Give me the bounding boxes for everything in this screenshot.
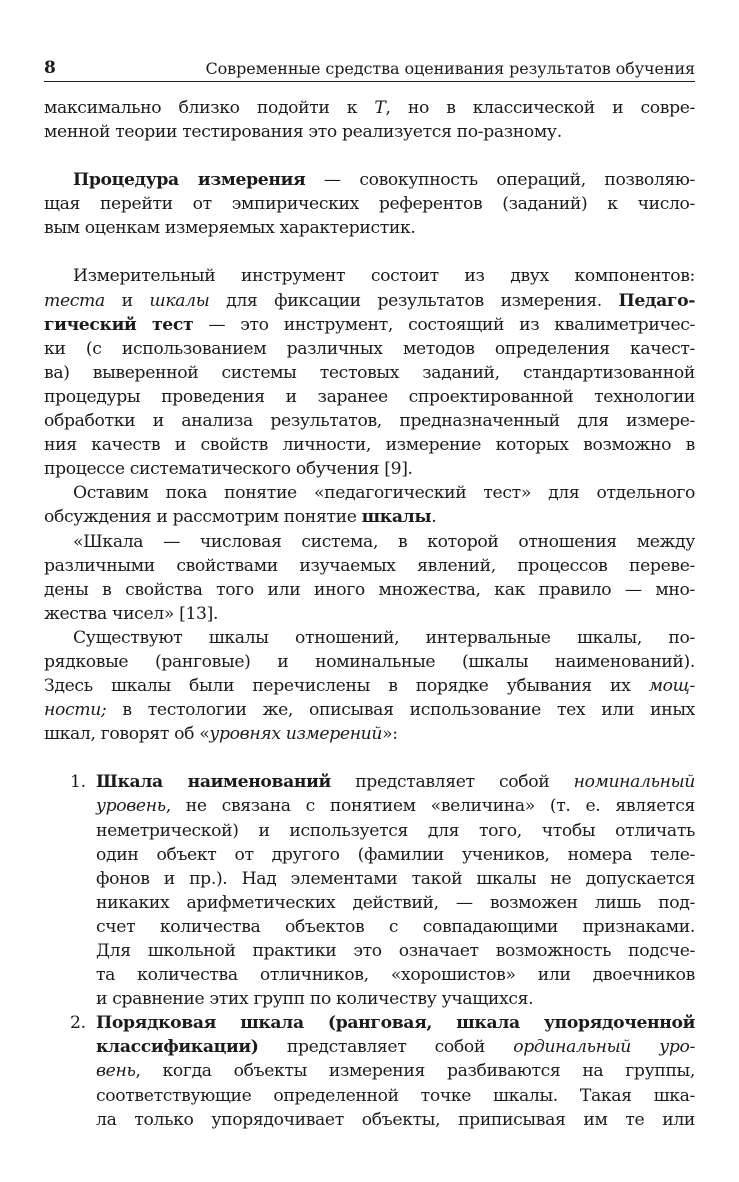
list-item-line: и сравнение этих групп по количеству учащихся. [96,989,534,1010]
text-line: жества чисел» [13]. [44,603,219,624]
text-line: «Шкала — числовая система, в которой отношения между [73,531,695,552]
text-line: ния качеств и свойств личности, измерение которых возможно в [44,435,695,456]
list-item-line: классификации) представляет собой ординальный уро- [96,1037,695,1058]
list-item-line: фонов и пр.). Над элементами такой шкалы не допускается [96,868,695,889]
list-item-line: уровень, не связана с понятием «величина» (т. е. является [96,796,695,817]
paragraph-gap [44,240,695,264]
text-line: ки (с использованием различных методов определения качест- [44,338,695,359]
text-line: обработки и анализа результатов, предназначенный для измере- [44,411,695,432]
page-body [44,96,695,1132]
text-line: дены в свойства того или иного множества, как правило — мно- [44,579,695,600]
list-item-line: неметрической) и используется для того, чтобы отличать [96,820,695,841]
text-line: гический тест — это инструмент, состоящий из квалиметричес- [44,314,695,335]
paragraph-gap [44,144,695,168]
list-item-line: 1. Шкала наименований представляет собой номинальный [44,770,695,794]
text-line: менной теории тестирования это реализуется по-разному. [44,122,562,143]
text-line: ности; в тестологии же, описывая использование тех или иных [44,700,695,721]
text-line: вым оценкам измеряемых характеристик. [44,218,416,239]
list-item-line: один объект от другого (фамилии учеников, номера теле- [96,844,695,865]
page-header [44,50,695,82]
list-item-line: та количества отличников, «хорошистов» или двоечников [96,965,695,986]
list-item-number: 2. [70,1013,86,1034]
text-line: обсуждения и рассмотрим понятие шкалы. [44,507,437,528]
list-item-line: соответствующие определенной точке шкалы. Такая шка- [96,1085,695,1106]
list-item-number: 1. [70,772,86,793]
list-item-line: никаких арифметических действий, — возможен лишь под- [96,892,695,913]
text-line: Здесь шкалы были перечислены в порядке убывания их мощ- [44,676,695,697]
text-line: Существуют шкалы отношений, интервальные шкалы, по- [73,627,695,648]
list-item-line: счет количества объектов с совпадающими признаками. [96,916,695,937]
text-line: Процедура измерения — совокупность операций, позволяю- [73,170,695,191]
page-number: 8 [44,58,56,78]
list-item-line: вень, когда объекты измерения разбиваются на группы, [96,1061,695,1082]
text-line: теста и шкалы для фиксации результатов измерения. Педаго- [44,290,695,311]
text-line: рядковые (ранговые) и номинальные (шкалы наименований). [44,651,695,672]
text-line: ва) выверенной системы тестовых заданий, стандартизованной [44,362,695,383]
list-item-line: 2. Порядковая шкала (ранговая, шкала упорядоченной [44,1011,695,1035]
running-title: Современные средства оценивания результатов обучения [205,59,695,78]
text-line: щая перейти от эмпирических референтов (заданий) к число- [44,194,695,215]
text-line: Измерительный инструмент состоит из двух компонентов: [73,266,695,287]
list-item-line: Для школьной практики это означает возможность подсче- [96,941,695,961]
text-line: различными свойствами изучаемых явлений, процессов переве- [44,555,695,576]
paragraph-gap [44,746,695,770]
text-line: максимально близко подойти к T, но в классической и совре- [44,98,695,118]
text-line: шкал, говорят об «уровнях измерений»: [44,724,398,745]
text-line: процедуры проведения и заранее спроектированной технологии [44,386,695,407]
text-line: Оставим пока понятие «педагогический тест» для отдельного [73,483,695,504]
list-item-line: ла только упорядочивает объекты, приписывая им те или [96,1109,695,1130]
text-line: процессе систематического обучения [9]. [44,459,413,480]
